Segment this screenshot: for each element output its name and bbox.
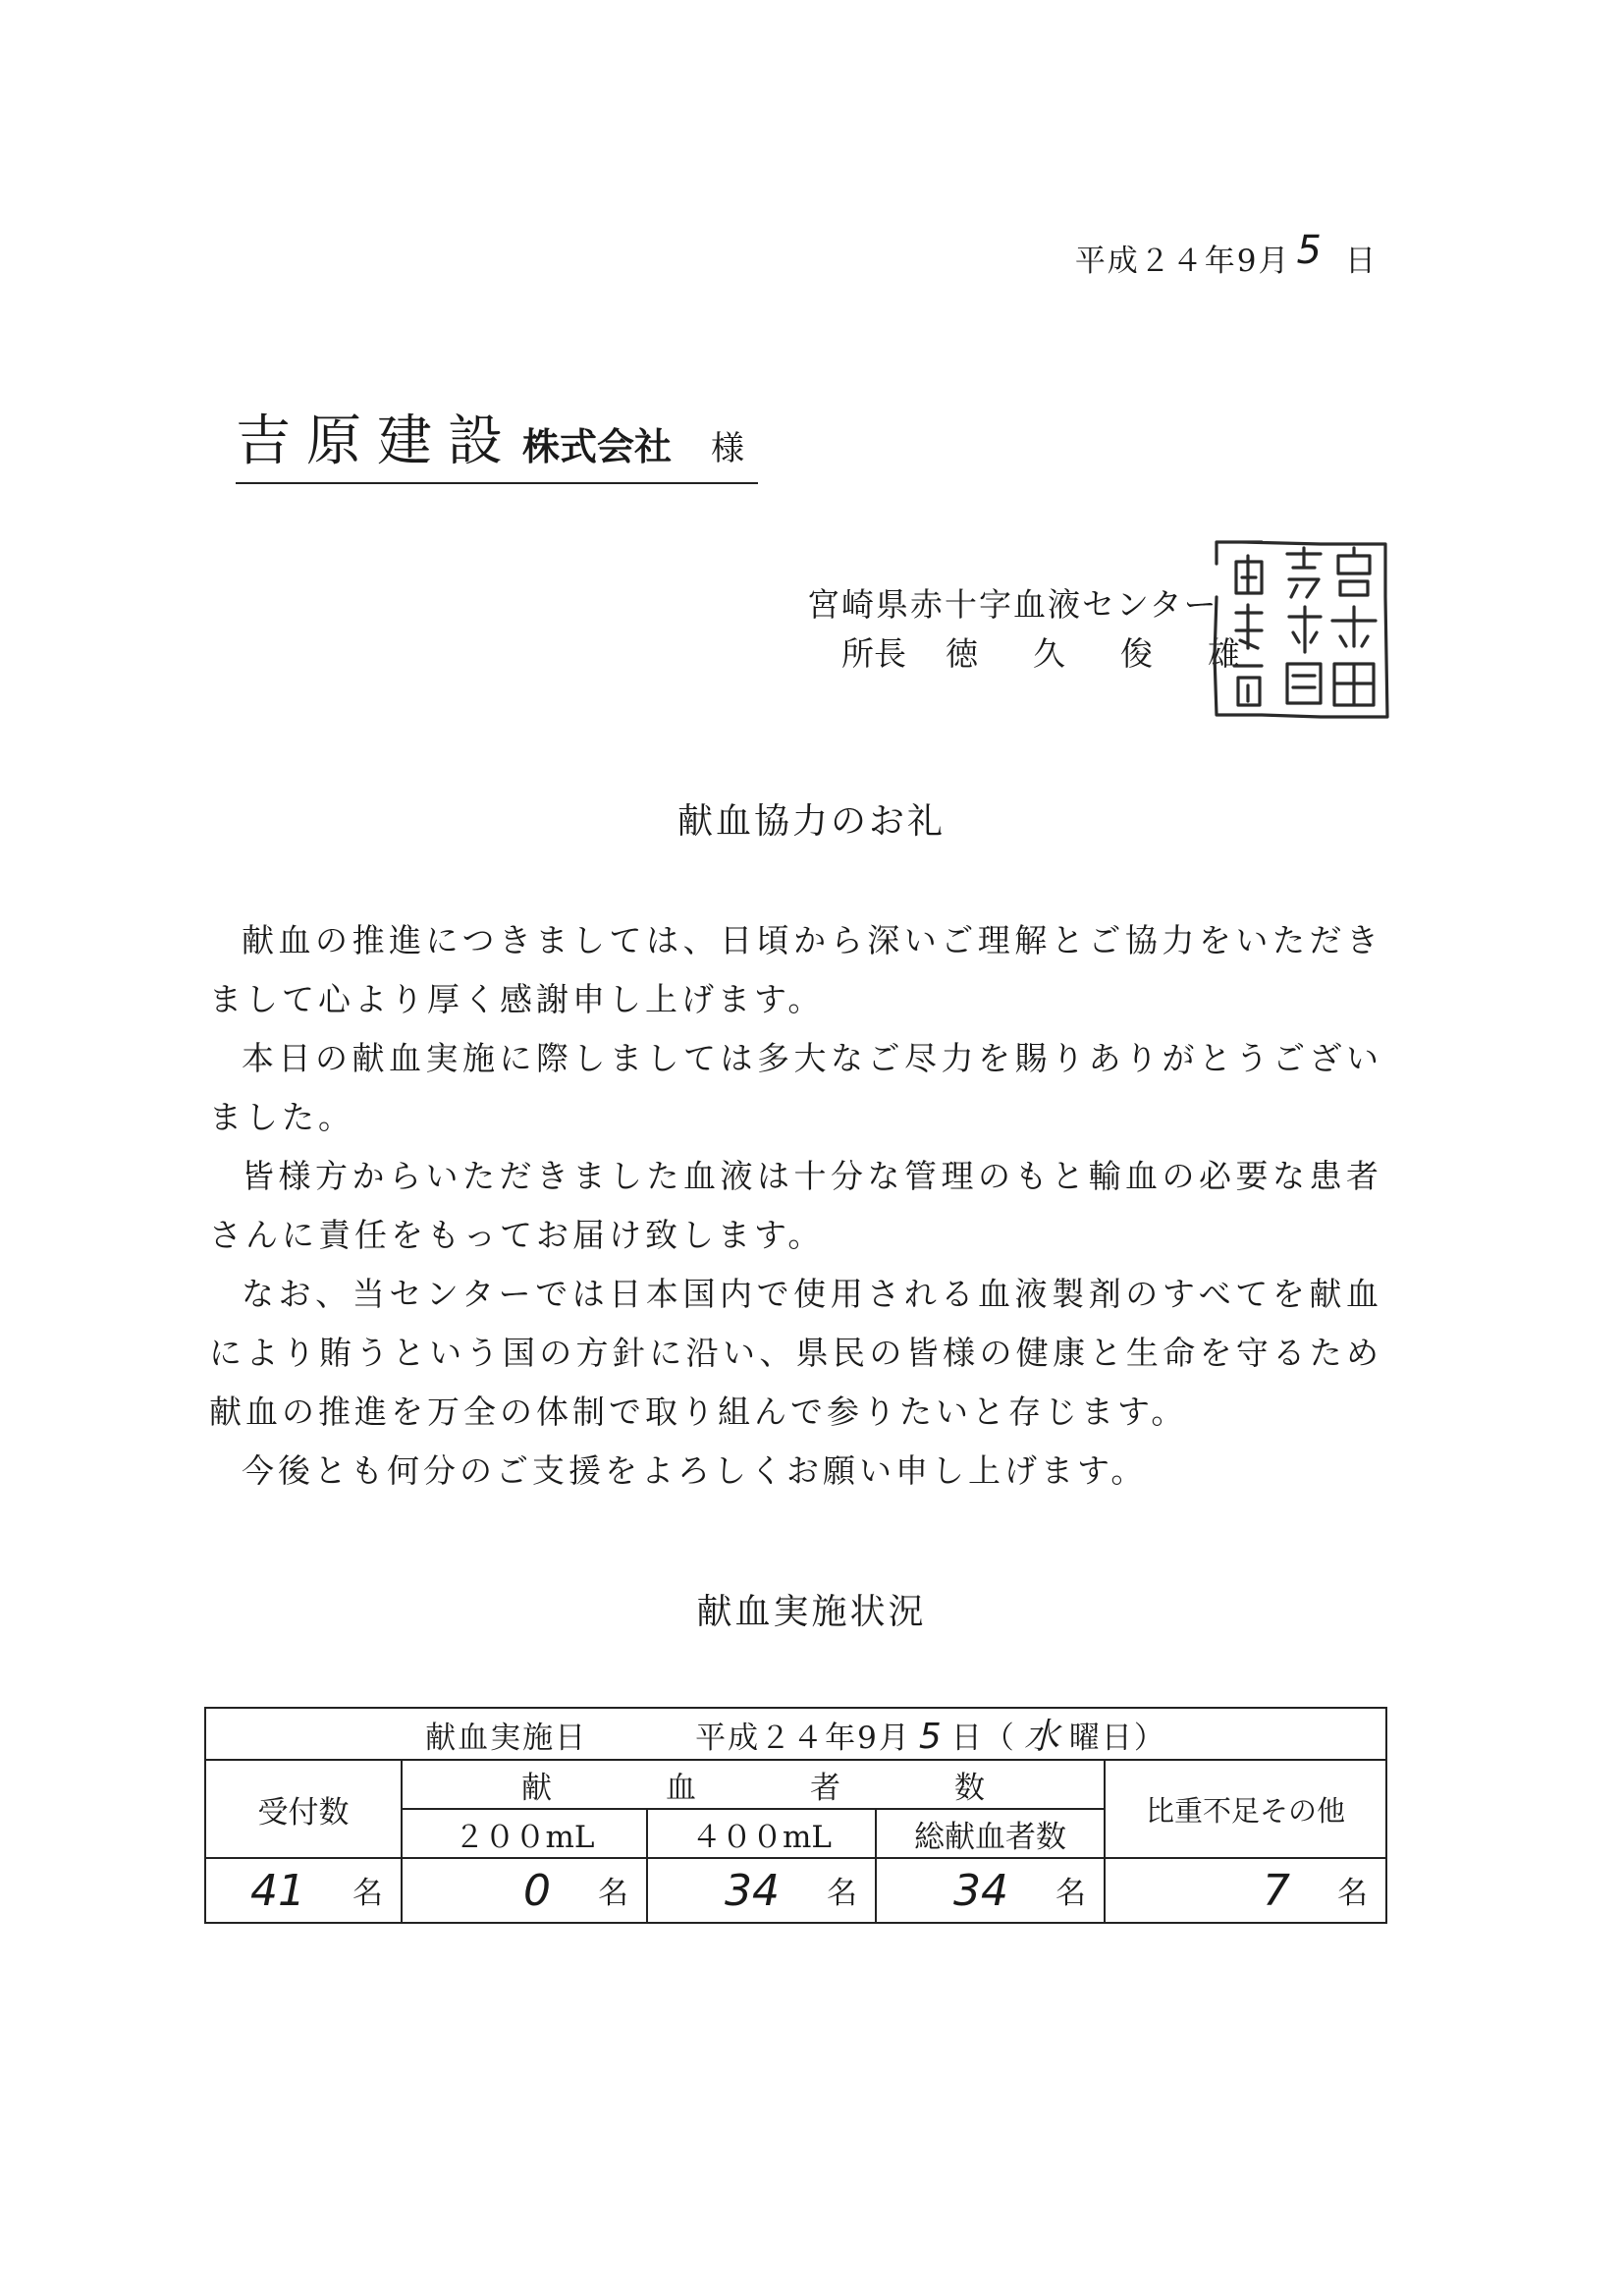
- unit-label: 名: [1337, 1875, 1369, 1911]
- body-paragraph: 献血の推進につきましては、日頃から深いご理解とご協力をいただきまして心より厚く感謝申し上げます。: [209, 921, 1382, 1018]
- donation-date-cell: [205, 1708, 1386, 1760]
- official-seal-icon: [1203, 538, 1399, 721]
- sender-name: [841, 629, 1240, 675]
- header-received: 受付数: [205, 1760, 402, 1858]
- donation-date-day: 5: [918, 1717, 944, 1757]
- date-suffix: 日: [1345, 244, 1378, 279]
- header-total: 総献血者数: [876, 1809, 1105, 1858]
- body-paragraph: 本日の献血実施に際しましては多大なご尽力を賜りありがとうございました。: [209, 1039, 1382, 1136]
- header-donors-char: 血: [666, 1770, 696, 1806]
- addressee: [236, 398, 758, 484]
- addressee-company-type: 株式会社: [522, 425, 673, 468]
- letter-title: 献血協力のお礼: [676, 801, 946, 842]
- table-row: [205, 1708, 1386, 1760]
- donation-date-mid: 日（: [950, 1721, 1016, 1756]
- body-paragraph: 今後とも何分のご支援をよろしくお願い申し上げます。: [242, 1451, 1148, 1490]
- value-400ml-number: 34: [725, 1865, 780, 1916]
- donation-date-prefix: 平成２４年9月: [695, 1721, 911, 1756]
- status-table: [204, 1707, 1387, 1924]
- letter-date: [1074, 228, 1378, 281]
- body-paragraph: 皆様方からいただきました血液は十分な管理のもと輸血の必要な患者さんに責任をもってお届け致します。: [209, 1157, 1382, 1254]
- date-prefix: 平成２４年9月: [1074, 244, 1291, 279]
- value-received-number: 41: [250, 1865, 305, 1916]
- header-donors: [402, 1760, 1105, 1809]
- donation-weekday: 水: [1023, 1717, 1061, 1757]
- value-200ml-number: 0: [523, 1865, 551, 1916]
- donation-date-suffix: 曜日）: [1068, 1721, 1166, 1756]
- value-total-number: 34: [953, 1865, 1008, 1916]
- unit-label: 名: [827, 1875, 857, 1911]
- date-day: 5: [1296, 228, 1324, 273]
- sender-name-char: 俊: [1120, 634, 1153, 673]
- unit-label: 名: [1055, 1875, 1086, 1911]
- header-200ml: ２００mL: [402, 1809, 647, 1858]
- addressee-company: 吉原建設: [236, 410, 518, 473]
- header-400ml: ４００mL: [647, 1809, 876, 1858]
- unit-label: 名: [598, 1875, 628, 1911]
- value-other: [1105, 1858, 1386, 1923]
- sender-name-char: 雄: [1208, 634, 1240, 673]
- value-other-number: 7: [1263, 1865, 1291, 1916]
- addressee-honorific: 様: [711, 429, 745, 468]
- header-donors-char: 献: [521, 1770, 552, 1806]
- value-400ml: [647, 1858, 876, 1923]
- sender-name-char: 徳: [946, 634, 978, 673]
- value-received: [205, 1858, 402, 1923]
- letter-body: [209, 911, 1382, 1501]
- table-row: [205, 1760, 1386, 1809]
- header-donors-char: 者: [810, 1770, 840, 1806]
- donation-date-label: 献血実施日: [425, 1721, 588, 1756]
- unit-label: 名: [352, 1875, 383, 1911]
- table-row: [205, 1858, 1386, 1923]
- status-title: 献血実施状況: [696, 1592, 927, 1632]
- value-total: [876, 1858, 1105, 1923]
- value-200ml: [402, 1858, 647, 1923]
- body-paragraph: なお、当センターでは日本国内で使用される血液製剤のすべてを献血により賄うという国の方針に沿い、県民の皆様の健康と生命を守るため献血の推進を万全の体制で取り組んで参りたいと存じます。: [209, 1275, 1382, 1431]
- sender-name-char: 久: [1033, 634, 1065, 673]
- sender-organization: 宮崎県赤十字血液センター: [807, 585, 1218, 624]
- sender-title: 所長: [841, 634, 906, 673]
- header-donors-char: 数: [954, 1770, 985, 1806]
- header-other: 比重不足その他: [1105, 1760, 1386, 1858]
